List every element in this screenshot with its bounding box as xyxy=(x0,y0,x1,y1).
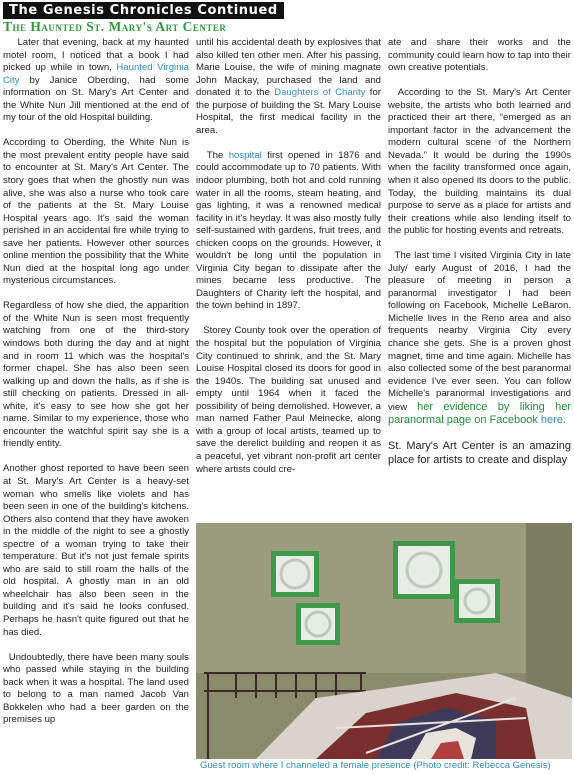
framed-lace-3 xyxy=(393,541,455,599)
paragraph: Undoubtedly, there have been many souls who passed while staying in the building back when it was a hospital. The land used to belong to a man named Jacob Van Bokkelen who had a beer garden on the premises up xyxy=(3,651,189,726)
hospital-link[interactable]: hospital xyxy=(228,149,262,161)
paragraph: According to the St. Mary's Art Center website, the artists who both learned and practiced their art there, “emerged as an important factor in the advancement the modern cultural scene of the Northern Nevada.” It would be during the 1990s when the facility transformed once again, when it also opened its doors to the public. Today, the building maintains its dual purpose to serve as a place for artists and their creations while also lending itself to the public for hosting events and retreats. xyxy=(388,87,571,237)
framed-lace-4 xyxy=(454,579,500,623)
guest-room-illustration xyxy=(196,523,572,759)
paragraph: The hospital first opened in 1876 and could accommodate up to 70 patients. With indoor plumbing, both hot and cold running water in all the rooms, steam heating, and gas lighting, it was a renowned medical facility in it's heyday. It was also mostly fully self-sustained with gardens, fruit trees, and chicken coops on the grounds. However, it wouldn't be long until the population in Virginia City began to dissipate after the mines became less productive. The Daughters of Charity left the hospital, and the town behind in 1897. xyxy=(196,149,381,312)
text-column-2 xyxy=(196,37,381,489)
paragraph: The last time I visited Virginia City in late July/ early August of 2016, I had the pleasure of meeting in person a paranormal investigator I had been following on Facebook, Michelle LeBaron. Michelle lives in the Reno area and also frequents nearby Virginia City every chance she gets. She is a proven ghost magnet, time and time again. Michelle has also collected some of the best paranormal evidence I've ever seen. You can follow Michelle's paranormal investigations and view her evidence by liking her paranormal page on Facebook here. xyxy=(388,250,571,427)
paragraph: Later that evening, back at my haunted motel room, I noticed that a book I had picked up while in town, Haunted Virginia City by Janice Oberding, had some information on St. Mary's Art Center and the White Nun Jill mentioned at the end of my tour of the old Hospital building. xyxy=(3,37,189,124)
framed-lace-1 xyxy=(271,551,319,597)
text-column-3 xyxy=(388,37,571,480)
paragraph: St. Mary's Art Center is an amazing place for artists to create and display xyxy=(388,440,571,466)
paragraph: According to Oberding, the White Nun is the most prevalent entity people have said to encounter at St. Mary's Art Center. The story goes that when the ghostly nun was alive, she was also a nurse who took care of the patients at the St. Mary Louise Hospital years ago. It's said the woman perished in an accidental fire while trying to save her patients. However other sources online mention the possibility that the White Nun died at the hospital long ago under mysterious circumstances. xyxy=(3,137,189,287)
text-column-1 xyxy=(3,37,189,739)
paragraph: Regardless of how she died, the apparition of the White Nun is seen most frequently watching from one of the third-story windows both during the day and at night and in room 11 which was the hospital's former chapel. She has also been seen walking up and down the halls, as if she is still checking on patients. Dressed in all-white, it's easy to see how she got her name. Similar to my experience, those who encounter the watchful spirit say she is a friendly entity. xyxy=(3,300,189,450)
daughters-of-charity-link[interactable]: Daughters of Charity xyxy=(274,87,366,99)
paragraph: until his accidental death by explosives that also killed ten other men. After his passing, Marie Louise, the wife of mining magnate John Mackay, purchased the land and donated it to the Daughters of Charity for the purpose of building the St. Mary Louise Hospital, the first medical facility in the area. xyxy=(196,37,381,136)
series-banner: The Genesis Chronicles Continued xyxy=(3,2,284,19)
facebook-here-link[interactable]: here xyxy=(540,414,563,427)
article-title: The Haunted St. Mary's Art Center xyxy=(3,19,227,34)
book-link[interactable]: Haunted Virginia City xyxy=(3,62,189,86)
paragraph: Storey County took over the operation of the hospital but the population of Virginia City continued to shrink, and the St. Mary Louise Hospital closed its doors for good in the 1940s. The building sat unused and empty until 1964 when it faced the possibility of being demolished. However, a man named Father Paul Meinecke, along with a group of local artists, teamed up to save the derelict building and reopen it as a peaceful, yet vibrant non-profit art center where artists could cre- xyxy=(196,325,381,475)
guest-room-photo xyxy=(196,523,572,759)
paragraph: Another ghost reported to have been seen at St. Mary's Art Center is a heavy-set woman who smells like violets and has been seen in one of the building's kitchens. Others also contend that they have awoken in the middle of the night to see a ghostly spectre of a woman trying to take their temperature. But it's not just female spirits who are said to still roam the halls of the old hospital. A ghostly man in an old wheelchair has also been seen in the building and it's said he looks confused. Perhaps he hasn't quite figured out that he has died. xyxy=(3,463,189,638)
photo-caption: Guest room where I channeled a female presence (Photo credit: Rebecca Genesis) xyxy=(200,760,551,771)
framed-lace-2 xyxy=(296,603,340,645)
paragraph: ate and share their works and the community could learn how to tap into their own creative potentials. xyxy=(388,37,571,74)
facebook-cta: her evidence by liking her paranormal page on Facebook xyxy=(388,400,571,427)
